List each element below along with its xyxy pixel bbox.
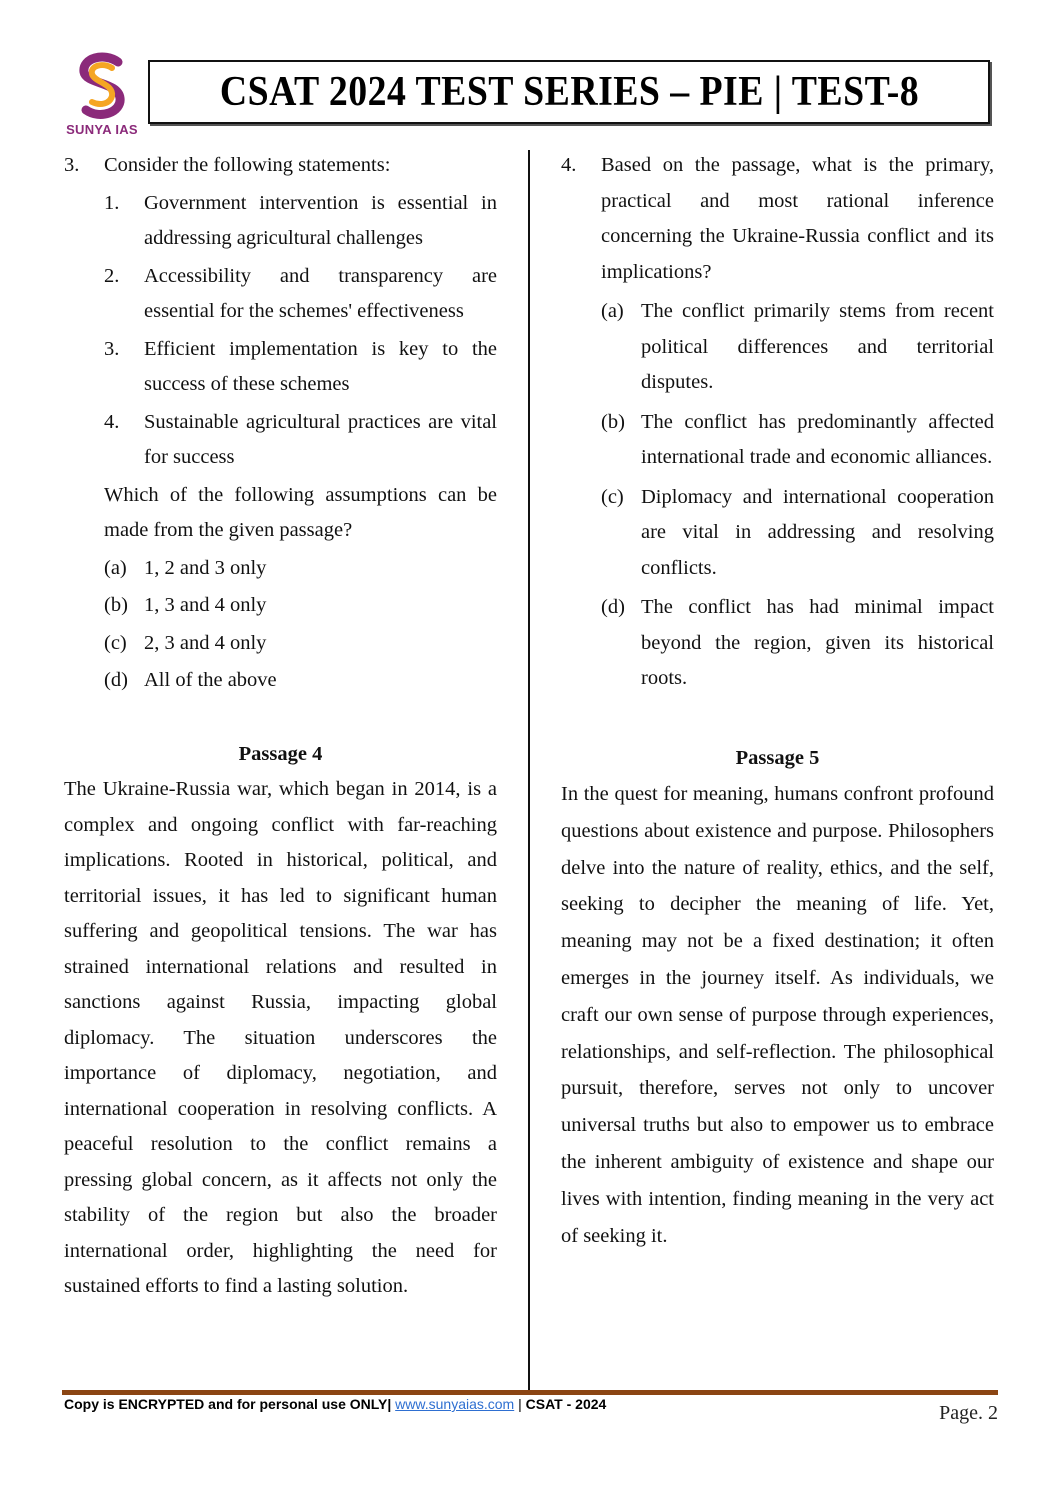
passage-4-body: The Ukraine-Russia war, which began in 2014, is a complex and ongoing conflict with far-reaching implications. Rooted in historical, political, and territorial issues, it has led to significant human suffering and geopolitical tensions. The war has strained international relations and resulted in sanctions against Russia, impacting global diplomacy. The situation underscores the importance of diplomacy, negotiation, and international cooperation in resolving conflicts. A peaceful resolution to the conflict remains a pressing global concern, as it affects not only the stability of the region but also the broader international order, highlighting the need for sustained efforts to find a lasting solution. bbox=[64, 778, 497, 1297]
question-ask: Which of the following assumptions can be made from the given passage? bbox=[104, 483, 497, 541]
sunya-ias-logo bbox=[62, 52, 142, 142]
footer-exam: CSAT - 2024 bbox=[525, 1396, 607, 1412]
option-text: The conflict has predominantly affected international trade and economic alliances. bbox=[641, 410, 994, 468]
option-a bbox=[601, 294, 994, 401]
statement-number: 1. bbox=[104, 191, 120, 214]
question-prompt: Consider the following statements: bbox=[104, 154, 391, 176]
option-label: (d) bbox=[104, 669, 128, 691]
option-d bbox=[104, 663, 497, 699]
logo-text: SUNYA IAS bbox=[66, 122, 138, 137]
passage-5-body: In the quest for meaning, humans confront profound questions about existence and purpose. Philosophers delve into the nature of reality, ethics, and the self, seeking to decipher the meaning of life. Yet, meaning may not be a fixed destination; it often emerges in the journey itself. As individuals, we craft our own sense of purpose through experiences, relationships, and self-reflection. The philosophical pursuit, therefore, serves not only to uncover universal truths but also to empower us to embrace the inherent ambiguity of existence and shape our lives with intention, finding meaning in the very act of seeking it. bbox=[561, 783, 994, 1247]
option-text: 2, 3 and 4 only bbox=[144, 631, 267, 654]
statement-2 bbox=[104, 259, 497, 330]
option-label: (d) bbox=[601, 596, 625, 618]
page-number: Page. 2 bbox=[939, 1402, 998, 1424]
option-label: (a) bbox=[104, 556, 127, 579]
option-label: (c) bbox=[601, 485, 624, 508]
statement-number: 4. bbox=[104, 410, 120, 433]
option-label: (a) bbox=[601, 300, 624, 322]
option-c bbox=[104, 626, 497, 662]
option-a bbox=[104, 551, 497, 587]
option-b bbox=[601, 405, 994, 476]
statement-number: 3. bbox=[104, 337, 120, 360]
option-text: The conflict has had minimal impact beyond the region, given its historical roots. bbox=[641, 596, 994, 689]
option-b bbox=[104, 588, 497, 624]
option-label: (b) bbox=[104, 594, 128, 616]
footer-separator: | bbox=[518, 1396, 522, 1412]
option-label: (b) bbox=[601, 410, 625, 433]
passage-5-title: Passage 5 bbox=[735, 746, 820, 769]
question-prompt: Based on the passage, what is the primary, practical and most rational inference concerning the Ukraine-Russia conflict and its implications? bbox=[601, 154, 994, 283]
option-c bbox=[601, 480, 994, 587]
statement-4 bbox=[104, 405, 497, 476]
footer-notice bbox=[64, 1396, 606, 1412]
option-text: 1, 3 and 4 only bbox=[144, 594, 267, 616]
option-label: (c) bbox=[104, 631, 127, 654]
option-text: Diplomacy and international cooperation are vital in addressing and resolving conflicts. bbox=[641, 485, 994, 579]
left-column bbox=[64, 148, 497, 1305]
statement-3 bbox=[104, 332, 497, 403]
right-column bbox=[561, 148, 994, 1254]
page-title: CSAT 2024 TEST SERIES – PIE | TEST-8 bbox=[219, 69, 919, 115]
statement-1 bbox=[104, 186, 497, 257]
footer-rule bbox=[62, 1390, 998, 1395]
footer-copy-notice: Copy is ENCRYPTED and for personal use ONLY| bbox=[64, 1396, 392, 1412]
option-text: 1, 2 and 3 only bbox=[144, 556, 267, 579]
passage-4-title: Passage 4 bbox=[238, 742, 323, 765]
question-3 bbox=[64, 148, 497, 184]
sunya-s-logo-icon bbox=[74, 52, 130, 120]
question-number: 3. bbox=[64, 154, 80, 176]
statement-text: Government intervention is essential in addressing agricultural challenges bbox=[144, 191, 497, 249]
option-text: All of the above bbox=[144, 669, 277, 691]
statement-text: Accessibility and transparency are essential for the schemes' effectiveness bbox=[144, 264, 497, 322]
test-title-box bbox=[148, 60, 990, 124]
column-divider bbox=[528, 150, 530, 1390]
option-d bbox=[601, 590, 994, 697]
question-4 bbox=[561, 148, 994, 290]
statement-text: Sustainable agricultural practices are vital for success bbox=[144, 410, 497, 468]
option-text: The conflict primarily stems from recent political differences and territorial disputes. bbox=[641, 300, 994, 393]
statement-text: Efficient implementation is key to the success of these schemes bbox=[144, 337, 497, 395]
website-link[interactable]: www.sunyaias.com bbox=[395, 1396, 515, 1412]
question-number: 4. bbox=[561, 154, 577, 176]
statement-number: 2. bbox=[104, 264, 120, 287]
